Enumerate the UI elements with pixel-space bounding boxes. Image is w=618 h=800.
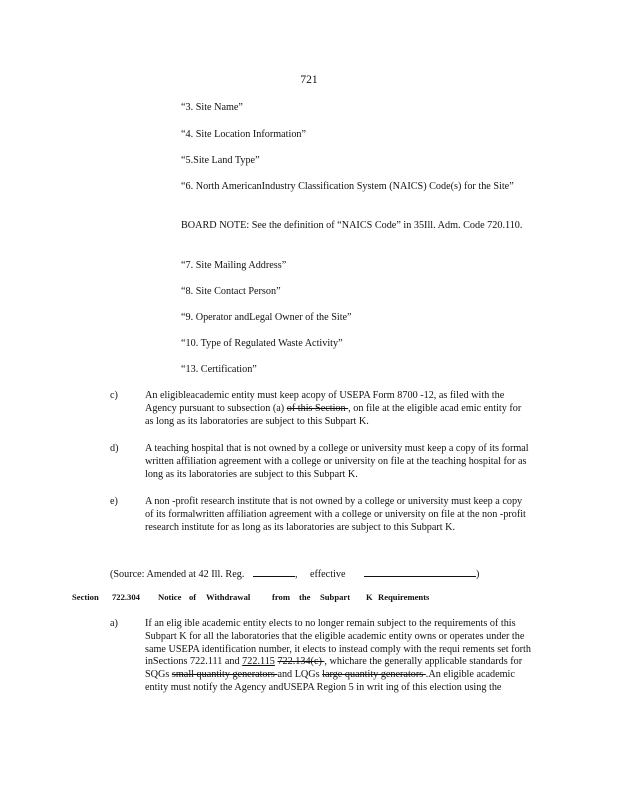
underlined-text: 722.115 — [242, 656, 275, 668]
quoted-item-certification: “13. Certification” — [181, 364, 257, 375]
struck-text: small quantity generators — [171, 669, 278, 681]
subsection-label-e: e) — [110, 496, 118, 507]
subsection-label-a: a) — [110, 618, 118, 629]
quoted-item-site-location: “4. Site Location Information” — [181, 129, 307, 140]
section-word: Section — [72, 592, 99, 602]
quoted-item-mailing-address: “7. Site Mailing Address” — [181, 260, 287, 271]
struck-text: 722.134(c) — [277, 656, 325, 668]
quoted-item-site-name: “3. Site Name” — [181, 102, 243, 113]
section-title-word: Requirements — [378, 592, 430, 602]
subsection-d-text: A teaching hospital that is not owned by a college or university must keep a copy of its formal written affiliation agreement with a college or university on file at the teaching hospital for as long as its laboratories are subject to this Subpart K. — [145, 443, 529, 480]
section-title-word: Subpart — [320, 592, 351, 602]
section-number: 722.304 — [112, 592, 140, 602]
subsection-e-text: A non -profit research institute that is not owned by a college or university must keep a copy of its formalwritten affiliation agreement with a college or university on file at the non -profit research institute for as long as its laboratories are subject to this Subpart K. — [145, 496, 526, 533]
section-title-word: of — [189, 592, 197, 602]
quoted-item-operator-owner: “9. Operator andLegal Owner of the Site” — [181, 312, 352, 323]
subsection-c-text: An eligibleacademic entity must keep acopy of USEPA Form 8700 -12, as filed with the Agency pursuant to subsection (a) of this Section , on file at the eligible acad emic entity for as long as its laboratories are subject to this Subpart K. — [145, 390, 522, 427]
page-number: 721 — [300, 74, 318, 86]
section-title-word: Withdrawal — [206, 592, 251, 602]
subsection-a-text: If an elig ible academic entity elects to no longer remain subject to the requirements of this Subpart K for all the laboratories that the eligible academic entity owns or operates under the same USEPA identification number, it elects to instead comply with the requi rements set forth inSections 722.111 and 722.115 722.134(c) , whichare the generally applicable standards for SQGs small quantity generators and LQGs large quantity generators .An eligible academic entity must notify the Agency andUSEPA Region 5 in writ ing of this election using the — [145, 618, 531, 693]
section-title-word: the — [299, 592, 311, 602]
quoted-item-land-type: “5.Site Land Type” — [181, 155, 260, 166]
source-note: (Source: Amended at 42 Ill. Reg. , effective ) — [110, 566, 479, 580]
board-note: BOARD NOTE: See the definition of “NAICS Code” in 35Ill. Adm. Code 720.110. — [181, 220, 523, 231]
subsection-label-c: c) — [110, 390, 118, 401]
section-title-word: Notice — [158, 592, 182, 602]
effective-date-blank — [364, 566, 476, 577]
subsection-label-d: d) — [110, 443, 119, 454]
register-blank — [253, 566, 295, 577]
section-title-word: from — [272, 592, 290, 602]
struck-text: large quantity generators — [322, 669, 426, 681]
section-title-word: K — [366, 592, 373, 602]
quoted-item-contact-person: “8. Site Contact Person” — [181, 286, 281, 297]
struck-text: of this Section — [286, 402, 349, 414]
quoted-item-waste-activity: “10. Type of Regulated Waste Activity” — [181, 338, 343, 349]
quoted-item-naics: “6. North AmericanIndustry Classification System (NAICS) Code(s) for the Site” — [181, 181, 514, 192]
